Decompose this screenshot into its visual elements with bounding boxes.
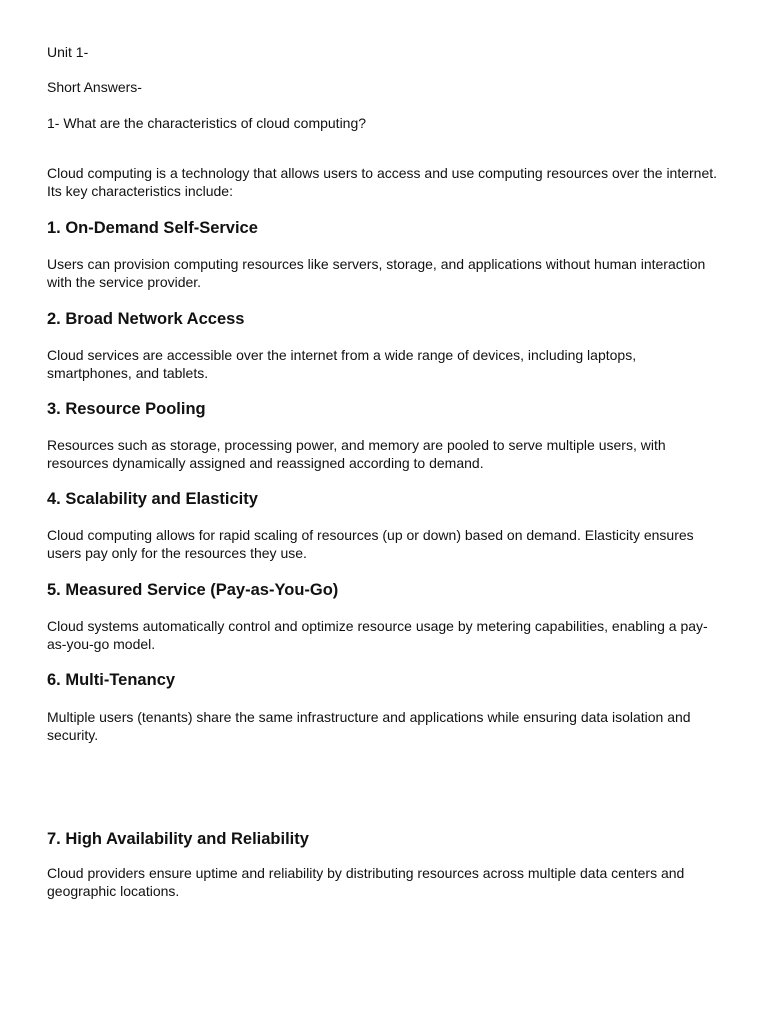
paragraph-broad-network-access: Cloud services are accessible over the internet from a wide range of devices, including laptops, smartphones, and tablets.	[47, 347, 637, 381]
paragraph-on-demand-self-service: Users can provision computing resources like servers, storage, and applications without human interaction with the service provider.	[47, 256, 706, 290]
unit-label: Unit 1-	[47, 44, 89, 60]
question-text: 1- What are the characteristics of cloud computing?	[47, 115, 367, 131]
heading-broad-network-access: 2. Broad Network Access	[47, 310, 245, 328]
paragraph-scalability-elasticity: Cloud computing allows for rapid scaling of resources (up or down) based on demand. Elasticity ensures users pay only for the resources they use.	[47, 527, 694, 561]
heading-high-availability: 7. High Availability and Reliability	[47, 830, 309, 848]
paragraph-high-availability: Cloud providers ensure uptime and reliability by distributing resources across multiple data centers and geographic locations.	[47, 865, 685, 899]
heading-on-demand-self-service: 1. On-Demand Self-Service	[47, 219, 258, 237]
heading-scalability-elasticity: 4. Scalability and Elasticity	[47, 490, 258, 508]
section-label: Short Answers-	[47, 79, 142, 95]
heading-multi-tenancy: 6. Multi-Tenancy	[47, 671, 176, 689]
paragraph-multi-tenancy: Multiple users (tenants) share the same infrastructure and applications while ensuring data isolation and security.	[47, 709, 691, 743]
intro-paragraph: Cloud computing is a technology that allows users to access and use computing resources over the internet. Its key characteristics include:	[47, 165, 718, 199]
paragraph-measured-service: Cloud systems automatically control and optimize resource usage by metering capabilities, enabling a pay-as-you-go model.	[47, 618, 708, 652]
paragraph-resource-pooling: Resources such as storage, processing power, and memory are pooled to serve multiple users, with resources dynamically assigned and reassigned according to demand.	[47, 437, 666, 471]
heading-resource-pooling: 3. Resource Pooling	[47, 400, 206, 418]
heading-measured-service: 5. Measured Service (Pay-as-You-Go)	[47, 581, 339, 599]
